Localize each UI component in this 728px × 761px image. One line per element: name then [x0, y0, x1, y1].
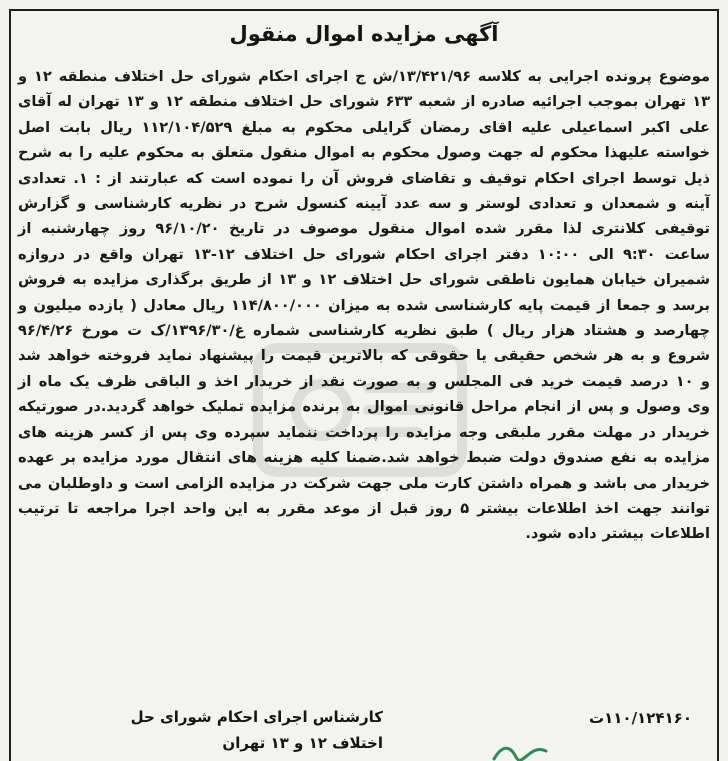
notice-body: موضوع پرونده اجرایی به کلاسه ۱۳/۴۲۱/۹۶/ش ج اجرای احکام شورای حل اختلاف منطقه ۱۲ و ۱۳ تهران بموجب اجرائیه صادره از شعبه ۶۳۳ شورای حل اختلاف منطقه ۱۲ و ۱۳ تهران له آقای علی اکبر اسماعیلی علیه اقای رمضان گرایلی محکوم به مبلغ ۱۱۲/۱۰۴/۵۲۹ ریال بابت اصل خواسته علیهذا محکوم له جهت وصول محکوم به اموال منقول متعلق به محکوم علیه را به شرح ذیل توسط اجرای احکام توقیف و تقاضای فروش آن را نموده است که عبارتند از : ۱. تعدادی آینه و شمعدان و تعدادی لوستر و سه عدد آیینه کنسول شرح در نظریه کارشناسی و گزارش توقیفی کلانتری لذا مقرر شده اموال منقول موصوف در تاریخ ۹۶/۱۰/۲۰ روز چهارشنبه از ساعت ۹:۳۰ الی ۱۰:۰۰ دفتر اجرای احکام شورای حل اختلاف ۱۲-۱۳ تهران واقع در دروازه شمیران خیابان همایون ناطقی شورای حل اختلاف ۱۲ و ۱۳ از طریق برگذاری مزایده به فروش برسد و جمعا از قیمت پایه کارشناسی شده به میزان ۱۱۴/۸۰۰/۰۰۰ ریال معادل ( یازده میلیون و چهارصد و هشتاد هزار ریال ) طبق نظریه کارشناسی شماره غ/۱۳۹۶/۳۰/ک ت مورخ ۹۶/۴/۲۶ شروع و به هر شخص حقیقی یا حقوقی که بالاترین قیمت را پیشنهاد نماید فروخته خواهد شد و ۱۰ درصد قیمت خرید فی المجلس و به صورت نقد از خریدار اخذ و الباقی ظرف یک ماه از وی وصول و پس از انجام مراحل قانونی اموال به برنده مزایده تملیک خواهد گردید.در صورتیکه خریدار در مهلت مقرر ملبقی وجه مزایده را پرداخت ننماید سپرده وی پس از کسر هزینه های مزایده به نفع صندوق دولت ضبط خواهد شد.ضمنا کلیه هزینه های انتقال مورد مزایده بر عهده خریدار می باشد و همراه داشتن کارت ملی جهت شرکت در مزایده الزامی است و داوطلبان می توانند جهت اخذ اطلاعات بیشتر ۵ روز قبل از موعد مقرر به این واحد اجرا مراجعه تا ترتیب اطلاعات بیشتر داده شود.: [18, 68, 711, 543]
signature-line-2: اختلاف ۱۲ و ۱۳ تهران: [222, 734, 383, 752]
reference-number: ۱۱۰/۱۲۴۱۶۰ت: [589, 709, 692, 727]
signature-line-1: کارشناس اجرای احکام شورای حل: [130, 708, 383, 726]
notice-title: آگهی مزایده اموال منقول: [229, 22, 499, 46]
green-scan-mark-icon: [490, 735, 550, 761]
